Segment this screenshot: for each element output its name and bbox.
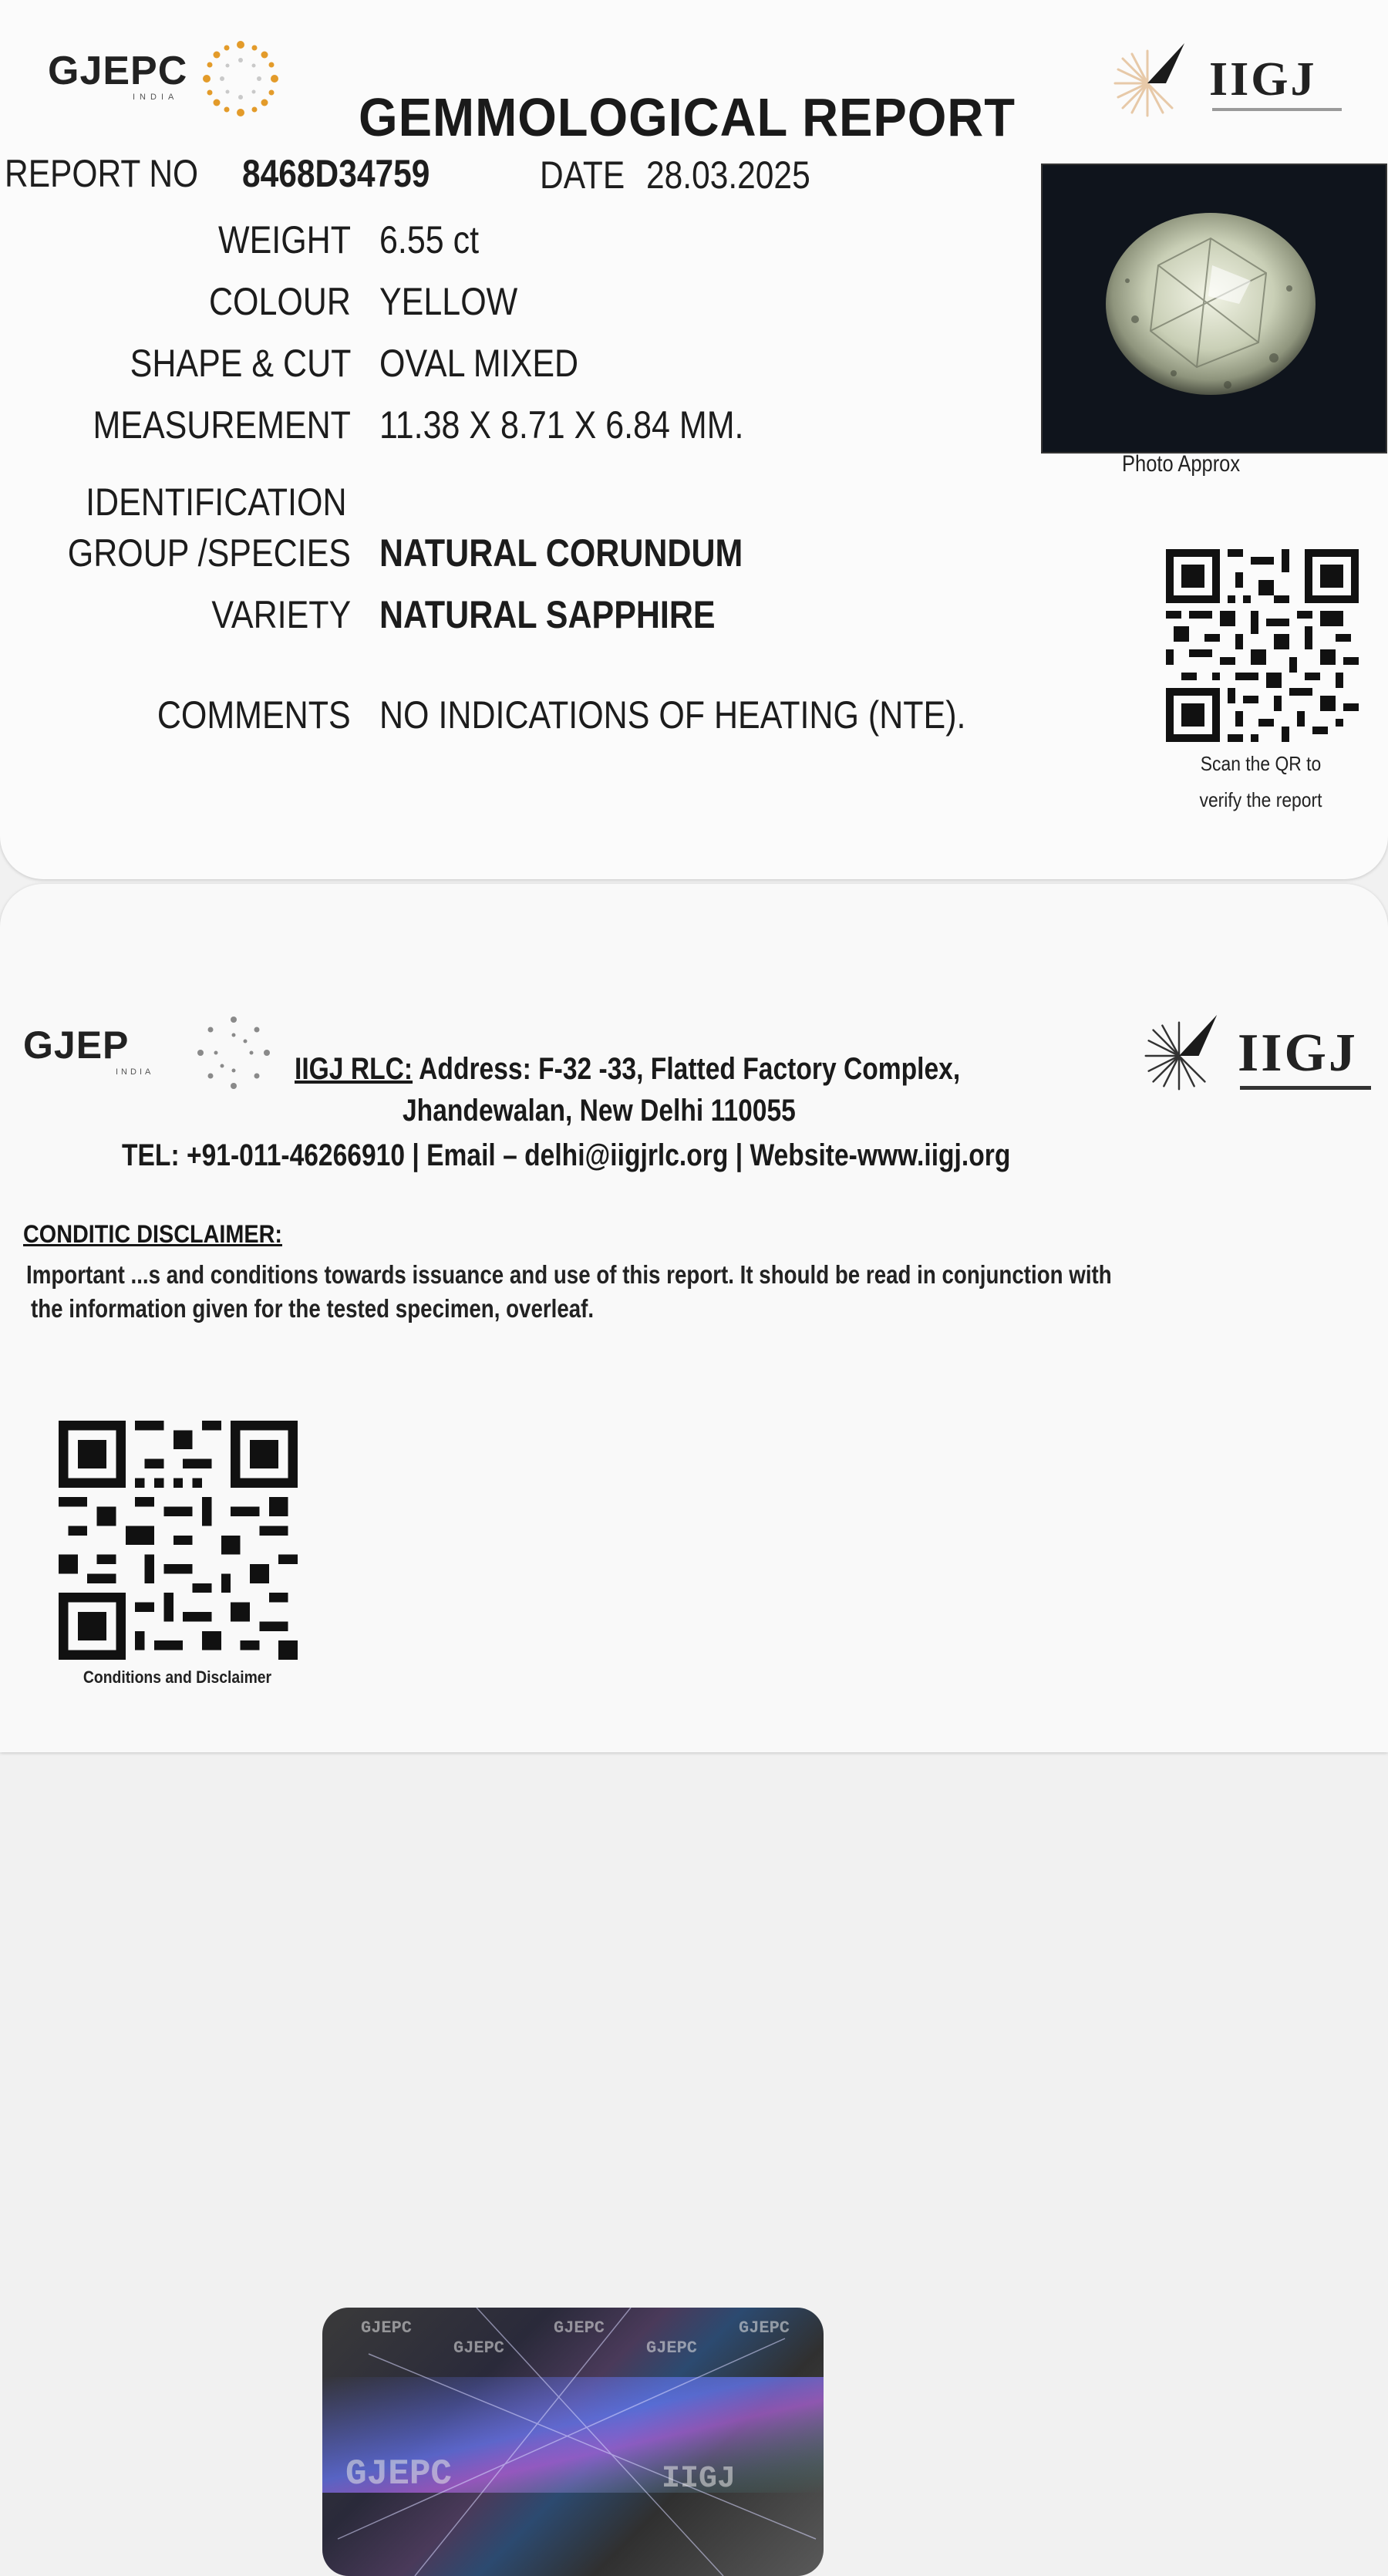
hologram-iigj-text: IIGJ bbox=[662, 2462, 736, 2497]
iigj-back-burst-icon bbox=[1134, 1010, 1225, 1101]
weight-value: 6.55 ct bbox=[379, 218, 480, 261]
conditions-qr-code[interactable] bbox=[59, 1421, 298, 1660]
comments-value: NO INDICATIONS OF HEATING (NTE). bbox=[379, 693, 966, 737]
lab-address-line2: Jhandewalan, New Delhi 110055 bbox=[403, 1094, 796, 1128]
conditions-text-line1: Important ...s and conditions towards issuance and use of this report. It should be read in conjunction with bbox=[26, 1260, 1112, 1289]
identification-label: IDENTIFICATION bbox=[86, 480, 347, 524]
gjepc-starburst-icon bbox=[199, 37, 282, 120]
report-no-label: REPORT NO bbox=[5, 152, 199, 195]
weight-label: WEIGHT bbox=[218, 218, 351, 261]
iigj-logo-underline bbox=[1212, 108, 1342, 111]
hologram-text: GJEPC bbox=[361, 2318, 413, 2338]
hologram-large-text: GJEPC bbox=[345, 2454, 453, 2494]
photo-caption: Photo Approx bbox=[1122, 451, 1241, 477]
security-hologram bbox=[322, 2308, 824, 2576]
gjepc-back-starburst-icon bbox=[191, 1010, 276, 1095]
lab-address-line1 bbox=[295, 1052, 960, 1087]
hologram-text: GJEPC bbox=[646, 2338, 698, 2358]
lab-address-text: Address: F-32 -33, Flatted Factory Complex, bbox=[413, 1052, 961, 1086]
gemstone-image bbox=[1043, 165, 1386, 452]
variety-label: VARIETY bbox=[211, 593, 351, 636]
hologram-text: GJEPC bbox=[453, 2338, 505, 2358]
date-label: DATE bbox=[540, 153, 625, 197]
iigj-back-logo-text: IIGJ bbox=[1238, 1023, 1358, 1083]
group-species-label: GROUP /SPECIES bbox=[67, 531, 351, 575]
measurement-label: MEASUREMENT bbox=[93, 403, 351, 447]
qr-caption-line1: Scan the QR to bbox=[1200, 752, 1322, 775]
gjepc-logo-subtext: INDIA bbox=[133, 93, 179, 102]
report-front-card bbox=[0, 0, 1388, 879]
iigj-logo-text: IIGJ bbox=[1209, 53, 1317, 106]
iigj-burst-icon bbox=[1101, 37, 1194, 130]
conditions-text-line2: the information given for the tested specimen, overleaf. bbox=[31, 1294, 595, 1323]
hologram-shimmer bbox=[322, 2308, 824, 2576]
date-value: 28.03.2025 bbox=[646, 153, 810, 197]
report-no-value: 8468D34759 bbox=[242, 152, 430, 195]
gemstone-photo bbox=[1041, 164, 1387, 453]
report-title: GEMMOLOGICAL REPORT bbox=[359, 87, 1016, 147]
qr-caption-line2: verify the report bbox=[1199, 788, 1322, 811]
shape-cut-label: SHAPE & CUT bbox=[130, 342, 351, 385]
measurement-value: 11.38 X 8.71 X 6.84 MM. bbox=[379, 403, 744, 447]
conditions-qr-caption: Conditions and Disclaimer bbox=[83, 1667, 272, 1687]
hologram-text: GJEPC bbox=[739, 2318, 790, 2338]
lab-name: IIGJ RLC: bbox=[295, 1052, 413, 1086]
comments-label: COMMENTS bbox=[157, 693, 351, 737]
group-species-value: NATURAL CORUNDUM bbox=[379, 531, 743, 575]
report-back-card bbox=[0, 884, 1388, 2497]
gjepc-back-logo-text: GJEP bbox=[23, 1023, 130, 1067]
colour-value: YELLOW bbox=[379, 280, 518, 323]
hologram-text: GJEPC bbox=[554, 2318, 605, 2338]
shape-cut-value: OVAL MIXED bbox=[379, 342, 579, 385]
lab-contact-line: TEL: +91-011-46266910 | Email – delhi@iigjrlc.org | Website-www.iigj.org bbox=[122, 1138, 1011, 1172]
conditions-title: CONDITIC DISCLAIMER: bbox=[23, 1220, 282, 1248]
iigj-back-logo-underline bbox=[1240, 1086, 1371, 1090]
gjepc-logo-text: GJEPC bbox=[48, 49, 188, 93]
verification-qr-code[interactable] bbox=[1166, 549, 1359, 742]
variety-value: NATURAL SAPPHIRE bbox=[379, 593, 716, 636]
gjepc-back-logo-subtext: INDIA bbox=[116, 1067, 154, 1077]
colour-label: COLOUR bbox=[209, 280, 351, 323]
